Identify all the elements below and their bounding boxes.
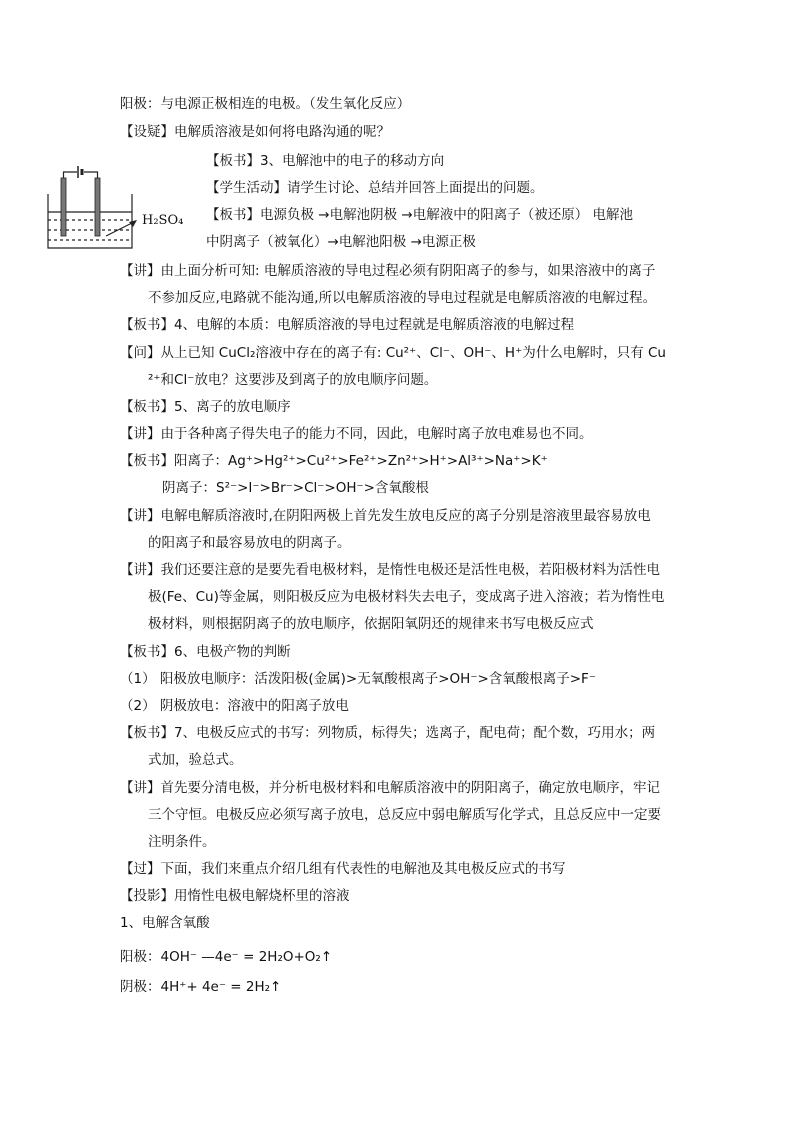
line-projection: 【投影】用惰性电极电解烧杯里的溶液 — [120, 888, 350, 904]
line-item-1: （1） 阳极放电顺序：活泼阳极(金属)>无氧酸根离子>OH⁻>含氧酸根离子>F⁻ — [120, 671, 596, 687]
line-lecture-1a: 【讲】由上面分析可知: 电解质溶液的导电过程必须有阴阳离子的参与，如果溶液中的离子 — [120, 263, 656, 279]
line-board-6: 【板书】6、电极产物的判断 — [120, 644, 291, 660]
line-anion-order: 阴离子：S²⁻>I⁻>Br⁻>Cl⁻>OH⁻>含氧酸根 — [162, 480, 429, 496]
line-section-1: 1、电解含氧酸 — [120, 915, 210, 931]
line-lecture-3a: 【讲】电解电解质溶液时,在阴阳两极上首先发生放电反应的离子分别是溶液里最容易放电 — [120, 508, 651, 524]
line-cation-order: 【板书】阳离子：Ag⁺>Hg²⁺>Cu²⁺>Fe²⁺>Zn²⁺>H⁺>Al³⁺>Na⁺>K⁺ — [120, 453, 548, 469]
electrodes-icon — [61, 166, 100, 236]
line-lecture-1b: 不参加反应,电路就不能沟通,所以电解质溶液的导电过程就是电解质溶液的电解过程。 — [148, 290, 657, 306]
line-electron-flow-1: 【板书】电源负极 →电解池阴极 →电解液中的阳离子（被还原） 电解池 — [206, 207, 633, 223]
line-transition: 【过】下面，我们来重点介绍几组有代表性的电解池及其电极反应式的书写 — [120, 861, 566, 877]
beaker-icon — [48, 194, 132, 248]
solution-label: H₂SO₄ — [142, 213, 184, 228]
line-student-activity: 【学生活动】请学生讨论、总结并回答上面提出的问题。 — [206, 180, 544, 196]
line-board-7a: 【板书】7、电极反应式的书写：列物质，标得失；选离子，配电荷；配个数，巧用水；两 — [120, 725, 656, 741]
line-anode-equation: 阳极：4OH⁻ —4e⁻ = 2H₂O+O₂↑ — [120, 949, 333, 965]
line-lecture-5c: 注明条件。 — [148, 834, 216, 850]
line-lecture-5b: 三个守恒。电极反应必须写离子放电，总反应中弱电解质写化学式，且总反应中一定要 — [148, 807, 661, 823]
line-item-2: （2） 阴极放电：溶液中的阳离子放电 — [120, 698, 349, 714]
line-board-5: 【板书】5、离子的放电顺序 — [120, 399, 291, 415]
line-lecture-3b: 的阳离子和最容易放电的阴离子。 — [148, 535, 351, 551]
line-ask-1b: ²⁺和Cl⁻放电？这要涉及到离子的放电顺序问题。 — [148, 372, 438, 388]
line-lecture-4c: 极材料，则根据阴离子的放电顺序，依据阳氧阴还的规律来书写电极反应式 — [148, 616, 594, 632]
line-board-3: 【板书】3、电解池中的电子的移动方向 — [206, 153, 445, 169]
electrolysis-cell-diagram — [40, 164, 220, 254]
line-lecture-4b: 极(Fe、Cu)等金属，则阳极反应为电极材料失去电子，变成离子进入溶液；若为惰性电 — [148, 589, 665, 605]
line-lecture-5a: 【讲】首先要分清电极，并分析电极材料和电解质溶液中的阴阳离子，确定放电顺序，牢记 — [120, 780, 660, 796]
line-question: 【设疑】电解质溶液是如何将电路沟通的呢？ — [120, 124, 390, 140]
line-lecture-4a: 【讲】我们还要注意的是要先看电极材料，是惰性电极还是活性电极，若阳极材料为活性电 — [120, 562, 660, 578]
line-electron-flow-2: 中阴离子（被氧化）→电解池阳极 →电源正极 — [206, 234, 476, 250]
line-cathode-equation: 阴极：4H⁺+ 4e⁻ = 2H₂↑ — [120, 979, 282, 995]
line-board-4: 【板书】4、电解的本质：电解质溶液的导电过程就是电解质溶液的电解过程 — [120, 317, 575, 333]
line-ask-1a: 【问】从上已知 CuCl₂溶液中存在的离子有: Cu²⁺、Cl⁻、OH⁻、H⁺为什么电解时，只有 Cu — [120, 345, 666, 361]
line-lecture-2: 【讲】由于各种离子得失电子的能力不同，因此，电解时离子放电难易也不同。 — [120, 426, 593, 442]
line-anode-definition: 阳极：与电源正极相连的电极。（发生氧化反应） — [120, 96, 411, 112]
line-board-7b: 式加，验总式。 — [148, 752, 243, 768]
